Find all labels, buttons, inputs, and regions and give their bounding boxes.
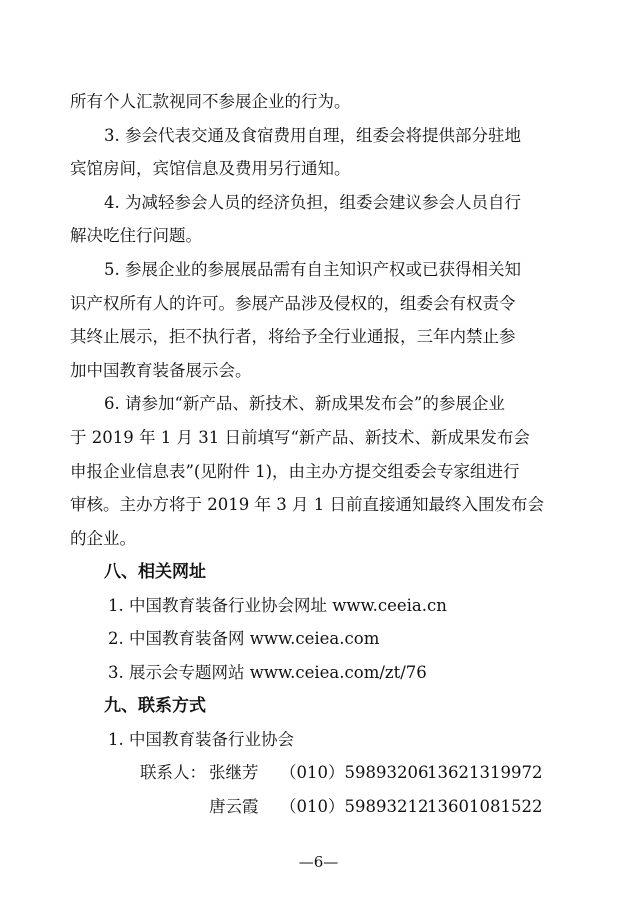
contact-mobile: 13621319972: [427, 763, 543, 782]
website-item: 1. 中国教育装备行业协会网址 www.ceeia.cn: [108, 596, 447, 615]
website-item: 3. 展示会专题网站 www.ceiea.com/zt/76: [108, 663, 427, 682]
body-line: 申报企业信息表”(见附件 1)，由主办方提交组委会专家组进行: [70, 462, 520, 481]
body-line: 审核。主办方将于 2019 年 3 月 1 日前直接通知最终入围发布会: [70, 495, 544, 514]
website-item: 2. 中国教育装备网 www.ceiea.com: [108, 629, 380, 648]
body-line: 6. 请参加“新产品、新技术、新成果发布会”的参展企业: [104, 394, 505, 413]
section-heading-websites: 八、相关网址: [104, 562, 206, 582]
body-line: 3. 参会代表交通及食宿费用自理，组委会将提供部分驻地: [104, 126, 521, 145]
body-line: 加中国教育装备展示会。: [70, 361, 252, 380]
contact-name: 唐云霞: [209, 797, 259, 816]
body-line: 5. 参展企业的参展展品需有自主知识产权或已获得相关知: [104, 260, 521, 279]
body-line: 解决吃住行问题。: [70, 226, 202, 245]
contact-name: 张继芳: [209, 763, 259, 782]
body-line: 4. 为减轻参会人员的经济负担，组委会建议参会人员自行: [104, 193, 521, 212]
body-line: 宾馆房间，宾馆信息及费用另行通知。: [70, 159, 351, 178]
page-number: —6—: [298, 853, 339, 871]
contact-mobile: 13601081522: [427, 797, 543, 816]
contact-phone: （010）59893206: [280, 763, 429, 782]
body-line: 所有个人汇款视同不参展企业的行为。: [70, 92, 351, 111]
body-line: 于 2019 年 1 月 31 日前填写“新产品、新技术、新成果发布会: [70, 428, 530, 447]
section-heading-contacts: 九、联系方式: [104, 696, 206, 716]
body-line: 识产权所有人的许可。参展产品涉及侵权的，组委会有权责令: [70, 294, 516, 313]
contact-phone: （010）59893212: [280, 797, 429, 816]
body-line: 的企业。: [70, 529, 136, 548]
body-line: 其终止展示，拒不执行者，将给予全行业通报，三年内禁止参: [70, 327, 516, 346]
contact-label: 联系人：: [140, 763, 206, 782]
contact-org: 1. 中国教育装备行业协会: [108, 730, 294, 749]
